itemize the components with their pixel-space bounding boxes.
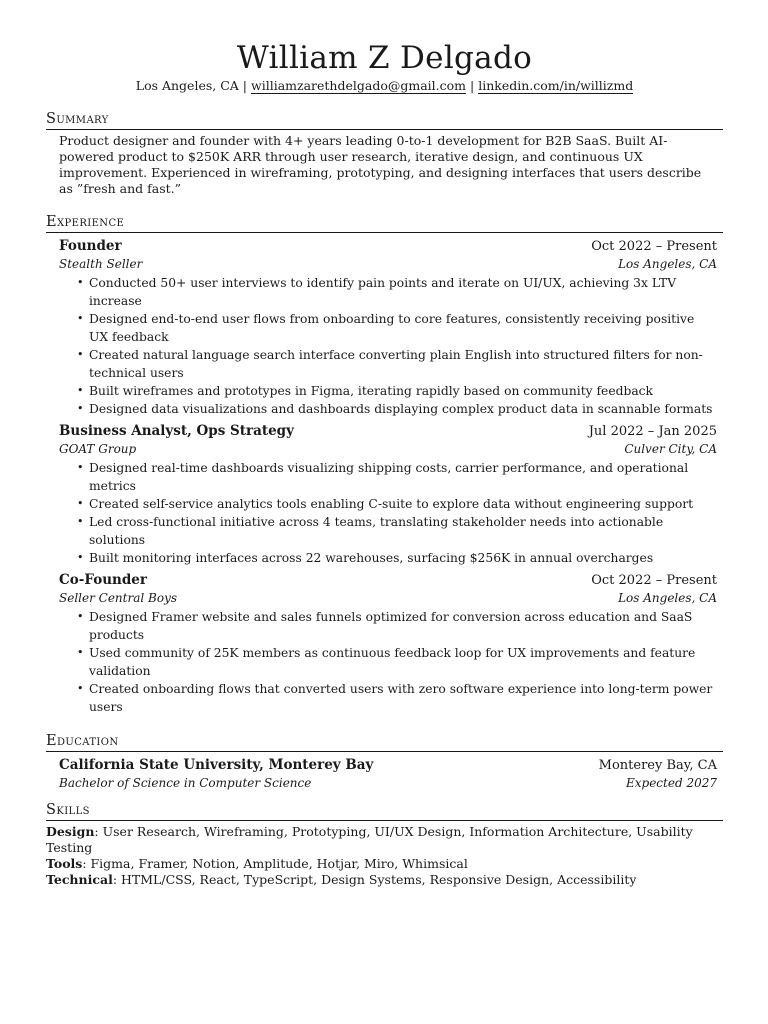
bullet-text: Designed real-time dashboards visualizing shipping costs, carrier performance, and operational metrics — [89, 461, 689, 493]
bullet-icon: • — [77, 610, 84, 623]
skills-line-technical — [46, 872, 723, 888]
bullet-text: Built monitoring interfaces across 22 warehouses, surfacing $256K in annual overcharges — [89, 551, 654, 565]
linkedin-link[interactable]: linkedin.com/in/willizmd — [478, 78, 634, 93]
bullet-icon: • — [77, 551, 84, 564]
bullet-item — [77, 310, 717, 346]
summary-section — [46, 110, 723, 197]
section-heading-education: Education — [46, 732, 723, 752]
bullet-text: Led cross-functional initiative across 4 teams, translating stakeholder needs into actionable solutions — [89, 515, 664, 547]
bullet-text: Created self-service analytics tools enabling C-suite to explore data without engineering support — [89, 497, 694, 511]
email-link[interactable]: williamzarethdelgado@gmail.com — [251, 78, 467, 93]
bullet-icon: • — [77, 497, 84, 510]
job-dates: Oct 2022 – Present — [591, 239, 717, 254]
skills-value: : User Research, Wireframing, Prototyping, UI/UX Design, Information Architecture, Usability Testing — [46, 824, 693, 855]
bullet-icon: • — [77, 461, 84, 474]
education-location: Monterey Bay, CA — [598, 758, 717, 773]
bullet-icon: • — [77, 348, 84, 361]
bullet-item — [77, 680, 717, 716]
job-bullets — [59, 608, 717, 716]
job-bullets — [59, 274, 717, 418]
section-heading-summary: Summary — [46, 110, 723, 130]
bullet-text: Built wireframes and prototypes in Figma, iterating rapidly based on community feedback — [89, 384, 654, 398]
education-expected: Expected 2027 — [626, 776, 717, 790]
skills-line-design — [46, 824, 723, 856]
job-entry — [59, 571, 717, 716]
job-role: Co-Founder — [59, 572, 147, 588]
job-role: Business Analyst, Ops Strategy — [59, 423, 294, 439]
bullet-item — [77, 549, 717, 567]
bullet-icon: • — [77, 276, 84, 289]
contact-separator: | — [242, 78, 248, 93]
bullet-text: Created natural language search interface converting plain English into structured filters for non-technical users — [89, 348, 703, 380]
skills-label: Design — [46, 824, 95, 839]
bullet-text: Designed end-to-end user flows from onboarding to core features, consistently receiving positive UX feedback — [89, 312, 695, 344]
education-section — [46, 732, 723, 791]
skills-value: : Figma, Framer, Notion, Amplitude, Hotjar, Miro, Whimsical — [82, 856, 468, 871]
experience-section — [46, 213, 723, 716]
bullet-item — [77, 513, 717, 549]
bullet-item — [77, 495, 717, 513]
bullet-icon: • — [77, 682, 84, 695]
contact-separator: | — [470, 78, 475, 93]
bullet-text: Conducted 50+ user interviews to identify pain points and iterate on UI/UX, achieving 3x LTV increase — [89, 276, 677, 308]
bullet-item — [77, 400, 717, 418]
section-heading-skills: Skills — [46, 801, 723, 821]
job-bullets — [59, 459, 717, 567]
skills-section — [46, 801, 723, 888]
bullet-icon: • — [77, 312, 84, 325]
bullet-icon: • — [77, 402, 84, 415]
resume-name: William Z Delgado — [236, 40, 533, 76]
bullet-text: Designed Framer website and sales funnels optimized for conversion across education and SaaS products — [89, 610, 693, 642]
job-role: Founder — [59, 238, 122, 254]
contact-location: Los Angeles, CA — [135, 78, 239, 93]
bullet-icon: • — [77, 646, 84, 659]
skills-label: Tools — [46, 856, 83, 871]
job-location: Culver City, CA — [624, 442, 717, 456]
education-degree: Bachelor of Science in Computer Science — [59, 776, 312, 790]
skills-label: Technical — [46, 872, 113, 887]
bullet-item — [77, 274, 717, 310]
job-entry — [59, 237, 717, 418]
bullet-item — [77, 608, 717, 644]
bullet-text: Designed data visualizations and dashboards displaying complex product data in scannable formats — [89, 402, 713, 416]
bullet-text: Created onboarding flows that converted users with zero software experience into long-term power users — [89, 682, 713, 714]
summary-text: Product designer and founder with 4+ years leading 0-to-1 development for B2B SaaS. Built AI-powered product to $250K ARR through user research, iterative design, and continuous UX improvement. Experienced in wireframing, prototyping, and designing interfaces that users describe as ”fresh and fast.” — [59, 133, 702, 196]
job-location: Los Angeles, CA — [618, 257, 717, 271]
bullet-icon: • — [77, 515, 84, 528]
education-entry — [59, 756, 717, 791]
section-heading-experience: Experience — [46, 213, 723, 233]
resume-page — [46, 40, 723, 888]
job-entry — [59, 422, 717, 567]
bullet-icon: • — [77, 384, 84, 397]
skills-value: : HTML/CSS, React, TypeScript, Design Systems, Responsive Design, Accessibility — [112, 872, 637, 887]
bullet-item — [77, 644, 717, 680]
contact-line — [46, 77, 723, 94]
education-school: California State University, Monterey Bay — [59, 757, 374, 773]
skills-line-tools — [46, 856, 723, 872]
bullet-text: Used community of 25K members as continuous feedback loop for UX improvements and feature validation — [89, 646, 696, 678]
job-dates: Jul 2022 – Jan 2025 — [588, 424, 717, 439]
bullet-item — [77, 346, 717, 382]
job-dates: Oct 2022 – Present — [591, 573, 717, 588]
job-company: GOAT Group — [59, 442, 137, 456]
bullet-item — [77, 382, 717, 400]
job-company: Stealth Seller — [59, 257, 143, 271]
bullet-item — [77, 459, 717, 495]
job-company: Seller Central Boys — [59, 591, 178, 605]
job-location: Los Angeles, CA — [618, 591, 717, 605]
